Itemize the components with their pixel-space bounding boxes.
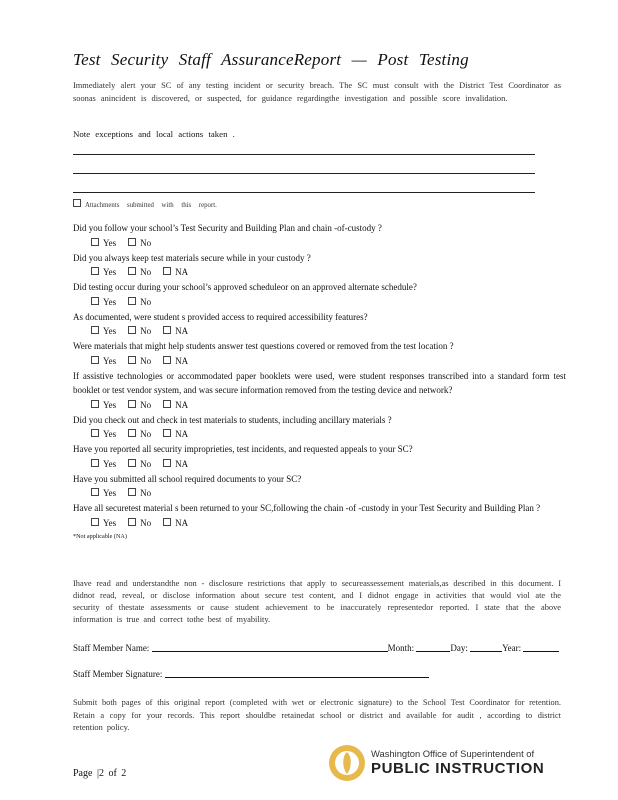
month-label: Month: <box>387 643 415 653</box>
answer-option-yes[interactable] <box>91 488 116 498</box>
checkbox-icon[interactable] <box>91 429 99 437</box>
answer-option-label: Yes <box>103 267 117 277</box>
question-text: Have you submitted all school required documents to your SC? <box>73 473 302 484</box>
checkbox-icon[interactable] <box>163 326 171 334</box>
agreement-paragraph: Ihave read and understandthe non - disclosure restrictions that apply to secureassessement materials,as described in this document. I didnot read, reveal, or disclose information about secure test content, and I didnot engage in activities that would viol ate the security of thestate assessments or cause student achievement to be inaccurately representedor reported. I state that the above information is true and correct tothe best of myability. <box>73 579 561 624</box>
answer-option-na[interactable] <box>163 429 188 439</box>
answer-option-label: NA <box>175 326 189 336</box>
answer-option-no[interactable] <box>128 238 151 248</box>
answer-option-label: Yes <box>103 488 117 498</box>
answer-option-yes[interactable] <box>91 238 116 248</box>
checkbox-icon[interactable] <box>128 518 136 526</box>
checkbox-icon[interactable] <box>91 297 99 305</box>
answer-option-label: NA <box>175 517 189 528</box>
answer-option-yes[interactable] <box>91 459 116 469</box>
question-text: Have you reported all security improprieties, test incidents, and requested appeals to your SC? <box>73 444 413 454</box>
checkbox-icon[interactable] <box>91 238 99 246</box>
logo-line-2: PUBLIC INSTRUCTION <box>371 760 545 777</box>
attachments-checkbox-row <box>73 199 217 209</box>
submit-instructions: Submit both pages of this original report (completed with wet or electronic signature) to the School Test Coordinator for retention. Retain a copy for your records. This report shouldbe retainedat school or district and available for audit , according to district retention policy. <box>73 698 561 732</box>
answer-options <box>73 354 566 369</box>
checkbox-icon[interactable] <box>128 267 136 275</box>
checkbox-icon[interactable] <box>163 459 171 467</box>
checkbox-icon[interactable] <box>128 238 136 246</box>
answer-option-label: No <box>140 517 152 528</box>
answer-options <box>73 457 566 472</box>
year-field[interactable] <box>523 642 559 652</box>
ospi-logo-mark-icon <box>328 744 366 782</box>
answer-option-label: No <box>140 429 152 439</box>
checkbox-icon[interactable] <box>163 400 171 408</box>
checkbox-icon[interactable] <box>91 267 99 275</box>
answer-options <box>73 427 566 442</box>
notes-line-1[interactable] <box>73 154 535 155</box>
day-label: Day: <box>450 643 468 653</box>
checkbox-icon[interactable] <box>163 356 171 364</box>
checkbox-icon[interactable] <box>128 297 136 305</box>
answer-option-yes[interactable] <box>91 518 116 528</box>
answer-option-na[interactable] <box>163 326 188 336</box>
question-text: Were materials that might help students answer test questions covered or removed from the test location ? <box>73 341 454 351</box>
question-text: Did you follow your school’s Test Security and Building Plan and chain -of-custody ? <box>73 223 382 233</box>
answer-option-yes[interactable] <box>91 297 116 307</box>
year-label: Year: <box>502 643 522 653</box>
answer-option-yes[interactable] <box>91 356 116 366</box>
answer-options <box>73 486 566 501</box>
checkbox-icon[interactable] <box>91 459 99 467</box>
checkbox-icon[interactable] <box>163 267 171 275</box>
answer-option-no[interactable] <box>128 326 151 336</box>
checkbox-icon[interactable] <box>128 356 136 364</box>
answer-option-no[interactable] <box>128 297 151 307</box>
question-text: If assistive technologies or accommodated paper booklets were used, were student responses transcribed into a standard form test booklet or test vendor system, and was secure information removed from the testing device and network? <box>73 370 566 395</box>
answer-option-label: NA <box>175 429 189 439</box>
answer-option-label: No <box>140 326 152 336</box>
answer-option-no[interactable] <box>128 429 151 439</box>
page-title: Test Security Staff AssuranceReport — Post Testing <box>73 50 469 69</box>
answer-option-label: Yes <box>103 399 117 410</box>
answer-option-label: No <box>140 399 152 410</box>
staff-name-row <box>73 642 559 653</box>
answer-option-na[interactable] <box>163 400 188 410</box>
notes-line-2[interactable] <box>73 173 535 174</box>
checkbox-icon[interactable] <box>91 400 99 408</box>
answer-option-label: No <box>140 267 152 277</box>
staff-name-field[interactable] <box>152 642 388 652</box>
answer-option-label: Yes <box>103 429 117 439</box>
answer-option-yes[interactable] <box>91 429 116 439</box>
checkbox-icon[interactable] <box>91 326 99 334</box>
answer-options <box>73 236 566 251</box>
answer-options <box>73 516 566 531</box>
answer-option-no[interactable] <box>128 267 151 277</box>
question-text: Did you check out and check in test materials to students, including ancillary materials ? <box>73 414 392 425</box>
question-text: As documented, were student s provided access to required accessibility features? <box>73 311 368 322</box>
answer-option-label: Yes <box>103 326 117 336</box>
answer-option-label: No <box>140 237 152 248</box>
ospi-logo <box>328 744 558 782</box>
day-field[interactable] <box>470 642 502 652</box>
answer-option-na[interactable] <box>163 459 188 469</box>
answer-option-label: No <box>140 488 152 498</box>
staff-signature-field[interactable] <box>165 668 429 678</box>
checkbox-icon[interactable] <box>91 518 99 526</box>
question-text: Have all securetest material s been returned to your SC,following the chain -of -custody in your Test Security and Building Plan ? <box>73 503 541 513</box>
answer-options <box>73 295 566 310</box>
question-text: Did testing occur during your school’s approved scheduleor on an approved alternate schedule? <box>73 282 417 292</box>
answer-option-label: Yes <box>103 458 117 469</box>
answer-option-label: Yes <box>103 517 117 528</box>
answer-option-no[interactable] <box>128 400 151 410</box>
answer-option-yes[interactable] <box>91 267 116 277</box>
logo-line-1: Washington Office of Superintendent of <box>371 748 535 759</box>
answer-option-label: NA <box>175 399 189 410</box>
intro-paragraph: Immediately alert your SC of any testing incident or security breach. The SC must consult with the District Test Coordinator as soonas anincident is discovered, or suspected, for guidance regardingthe investigation and possible score invalidation. <box>73 81 561 103</box>
answer-option-na[interactable] <box>163 356 188 366</box>
month-field[interactable] <box>416 642 450 652</box>
checkbox-icon[interactable] <box>128 326 136 334</box>
answer-options <box>73 324 566 339</box>
question-text: Did you always keep test materials secure while in your custody ? <box>73 252 311 263</box>
answer-option-label: NA <box>175 458 189 469</box>
answer-option-na[interactable] <box>163 518 188 528</box>
checkbox-icon[interactable] <box>163 429 171 437</box>
checkbox-icon[interactable] <box>128 429 136 437</box>
answer-option-no[interactable] <box>128 488 151 498</box>
checkbox-icon[interactable] <box>91 356 99 364</box>
answer-option-label: Yes <box>103 355 117 366</box>
staff-signature-row <box>73 668 429 679</box>
answer-option-label: No <box>140 355 152 366</box>
answer-option-label: No <box>140 296 152 307</box>
answer-option-label: NA <box>175 267 189 277</box>
answer-option-na[interactable] <box>163 267 188 277</box>
answer-option-no[interactable] <box>128 518 151 528</box>
staff-name-label: Staff Member Name: <box>73 643 150 653</box>
checkbox-icon[interactable] <box>91 488 99 496</box>
staff-signature-label: Staff Member Signature: <box>73 669 163 679</box>
checkbox-icon[interactable] <box>163 518 171 526</box>
checkbox-icon[interactable] <box>128 488 136 496</box>
answer-option-yes[interactable] <box>91 326 116 336</box>
answer-option-label: Yes <box>103 296 117 307</box>
answer-option-no[interactable] <box>128 459 151 469</box>
notes-line-3[interactable] <box>73 192 535 193</box>
answer-option-label: No <box>140 458 152 469</box>
answer-option-yes[interactable] <box>91 400 116 410</box>
answer-option-label: Yes <box>103 237 117 248</box>
answer-options <box>73 265 566 280</box>
answer-option-label: NA <box>175 355 189 366</box>
checkbox-icon[interactable] <box>128 459 136 467</box>
na-footnote: *Not applicable (NA) <box>73 533 127 540</box>
page-number: Page |2 of 2 <box>73 768 127 779</box>
notes-label: Note exceptions and local actions taken . <box>73 129 235 139</box>
answer-options <box>73 398 566 413</box>
attachments-checkbox[interactable] <box>73 199 81 207</box>
attachments-label: Attachments submitted with this report. <box>85 202 217 209</box>
questions-list <box>73 221 566 540</box>
checkbox-icon[interactable] <box>128 400 136 408</box>
answer-option-no[interactable] <box>128 356 151 366</box>
